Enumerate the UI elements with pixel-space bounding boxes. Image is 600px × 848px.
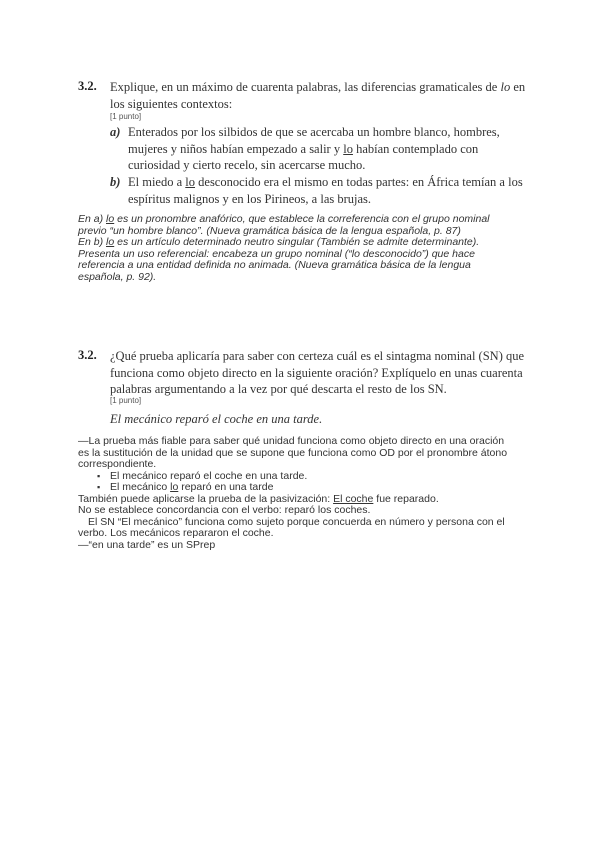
item-b-text — [128, 174, 530, 207]
list-item — [110, 482, 508, 494]
question-2-points: [1 punto] — [110, 396, 142, 405]
item-b-text-end: desconocido era el mismo en todas partes: en África temían a los espíritus malignos y en los Pirineos, a las brujas. — [128, 175, 523, 206]
answer-2-passive-end: fue reparado. — [373, 492, 439, 505]
question-1-points: [1 punto] — [110, 112, 142, 121]
answer-1-a-prefix: En a) — [78, 213, 107, 225]
item-b — [110, 174, 530, 207]
question-2-number: 3.2. — [78, 348, 97, 362]
list-item: ▪ El mecánico reparó el coche en una tarde. — [110, 471, 508, 483]
item-a-text — [128, 124, 530, 174]
answer-2-intro: —La prueba más fiable para saber qué unidad funciona como objeto directo en una oración es la sustitución de la unidad que se supone que funciona como OD por el pronombre átono correspondiente. — [78, 435, 508, 470]
question-2-text: ¿Qué prueba aplicaría para saber con certeza cuál es el sintagma nominal (SN) que funciona como objeto directo en la siguiente oración? Explíquelo en unas cuarenta palabras argumentando a la vez por qué descarta el resto de los SN. — [110, 349, 525, 396]
answer-1-b-lo: lo — [106, 236, 115, 248]
item-b-lo: lo — [185, 175, 196, 189]
question-1-lo: lo — [500, 80, 511, 94]
list-item-start: El mecánico — [110, 481, 171, 493]
answer-2-passive-underlined: El coche — [333, 492, 374, 505]
item-b-label: b) — [110, 175, 121, 189]
answer-2-passive-start: También puede aplicarse la prueba de la pasivización: — [78, 492, 334, 505]
list-item-end: reparó en una tarde — [178, 481, 274, 493]
answer-1-b-text: es un artículo determinado neutro singular (También se admite determinante). Presenta un uso referencial: encabeza un grupo nominal (“lo desconocido”) que hace referencia a una entidad definida no animada. (Nueva gramática básica de la lengua española, p. 92). — [78, 236, 480, 283]
item-a-text-end: habían contemplado con curiosidad y cierto recelo, sin acercarse mucho. — [128, 141, 479, 172]
item-a-lo: lo — [343, 141, 353, 156]
item-a-text-start: Enterados por los silbidos de que se acercaba un hombre blanco, hombres, mujeres y niños habían empezado a salir y — [128, 125, 500, 156]
answer-2 — [78, 436, 508, 551]
answer-1-b-prefix: En b) — [78, 236, 107, 248]
question-1-text-start: Explique, en un máximo de cuarenta palabras, las diferencias gramaticales de — [110, 80, 501, 94]
answer-2-subject: El SN “El mecánico” funciona como sujeto porque concuerda en número y persona con el verbo. Los mecánicos repararon el coche. — [78, 515, 505, 539]
answer-1-a-text: es un pronombre anafórico, que establece la correferencia con el grupo nominal previo “un hombre blanco”. (Nueva gramática básica de la lengua española, p. 87) — [78, 213, 490, 237]
substitution-list — [78, 471, 508, 494]
item-a — [110, 124, 530, 174]
answer-1-b — [78, 237, 503, 283]
answer-2-concordance: No se establece concordancia con el verbo: reparó los coches. — [78, 504, 371, 516]
answer-1-a — [78, 214, 503, 237]
item-a-label: a) — [110, 125, 121, 139]
example-sentence: El mecánico reparó el coche en una tarde. — [110, 412, 323, 426]
item-b-text-start: El miedo a — [128, 175, 186, 189]
question-1-text-end: en los siguientes contextos: — [110, 80, 526, 111]
question-1-number: 3.2. — [78, 79, 97, 93]
list-item-lo: lo — [170, 481, 179, 493]
answer-1 — [78, 214, 503, 283]
answer-1-a-lo: lo — [106, 213, 115, 225]
answer-2-sprep: —“en una tarde” es un SPrep — [78, 538, 216, 551]
question-1-text — [110, 79, 530, 112]
